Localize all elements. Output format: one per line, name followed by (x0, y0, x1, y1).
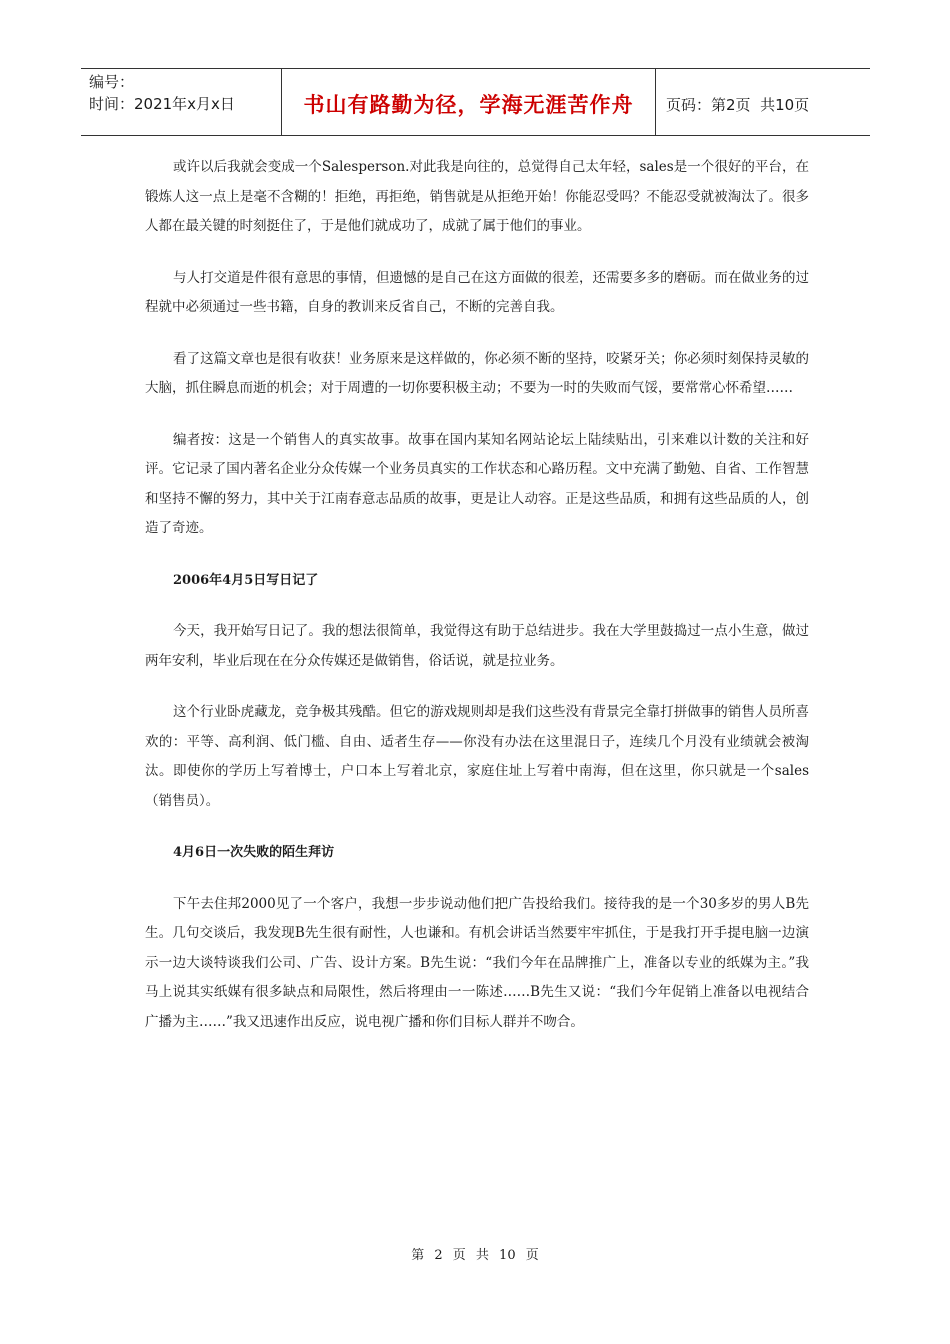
paragraph: 下午去住邦2000见了一个客户，我想一步步说动他们把广告投给我们。接待我的是一个30多岁的男人B先生。几句交谈后，我发现B先生很有耐性，人也谦和。有机会讲话当然要牢牢抓住，于是我打开手提电脑一边演示一边大谈特谈我们公司、广告、设计方案。B先生说：“我们今年在品牌推广上，准备以专业的纸媒为主。”我马上说其实纸媒有很多缺点和局限性，然后将理由一一陈述……B先生又说：“我们今年促销上准备以电视结合广播为主……”我又迅速作出反应，说电视广播和你们目标人群并不吻合。 (145, 895, 809, 1030)
number-label: 编号： (89, 73, 135, 91)
paragraph: 今天，我开始写日记了。我的想法很简单，我觉得这有助于总结进步。我在大学里鼓捣过一点小生意，做过两年安利，毕业后现在在分众传媒还是做销售，俗话说，就是拉业务。 (145, 623, 809, 669)
document-body (145, 153, 809, 1059)
page-footer: 第 2 页 共 10 页 (411, 1248, 539, 1263)
section-heading: 4月6日一次失败的陌生拜访 (173, 845, 335, 860)
header-meta (81, 69, 282, 135)
page-info-text: 页码：第2页 共10页 (666, 95, 810, 114)
page-header (81, 68, 870, 136)
paragraph: 与人打交道是件很有意思的事情，但遗憾的是自己在这方面做的很差，还需要多多的磨砺。而在做业务的过程就中必须通过一些书籍，自身的教训来反省自己，不断的完善自我。 (145, 269, 809, 315)
header-page-info (656, 69, 870, 135)
header-motto: 书山有路勤为径，学海无涯苦作舟 (282, 69, 656, 135)
paragraph: 这个行业卧虎藏龙，竞争极其残酷。但它的游戏规则却是我们这些没有背景完全靠打拼做事的销售人员所喜欢的：平等、高利润、低门槛、自由、适者生存——你没有办法在这里混日子，连续几个月没有业绩就会被淘汰。即使你的学历上写着博士，户口本上写着北京，家庭住址上写着中南海，但在这里，你只就是一个sales（销售员）。 (145, 704, 809, 809)
paragraph: 编者按：这是一个销售人的真实故事。故事在国内某知名网站论坛上陆续贴出，引来难以计数的关注和好评。它记录了国内著名企业分众传媒一个业务员真实的工作状态和心路历程。文中充满了勤勉、自省、工作智慧和坚持不懈的努力，其中关于江南春意志品质的故事，更是让人动容。正是这些品质，和拥有这些品质的人，创造了奇迹。 (145, 431, 809, 536)
section-heading: 2006年4月5日写日记了 (173, 572, 319, 588)
paragraph: 或许以后我就会变成一个Salesperson.对此我是向往的，总觉得自己太年轻，sales是一个很好的平台，在锻炼人这一点上是毫不含糊的！拒绝，再拒绝，销售就是从拒绝开始！你能忍受吗？不能忍受就被淘汰了。很多人都在最关键的时刻挺住了，于是他们就成功了，成就了属于他们的事业。 (145, 159, 809, 234)
time-label: 时间：2021年x月x日 (89, 95, 235, 113)
paragraph: 看了这篇文章也是很有收获！业务原来是这样做的，你必须不断的坚持，咬紧牙关；你必须时刻保持灵敏的大脑，抓住瞬息而逝的机会；对于周遭的一切你要积极主动；不要为一时的失败而气馁，要常常心怀希望…… (145, 350, 809, 396)
